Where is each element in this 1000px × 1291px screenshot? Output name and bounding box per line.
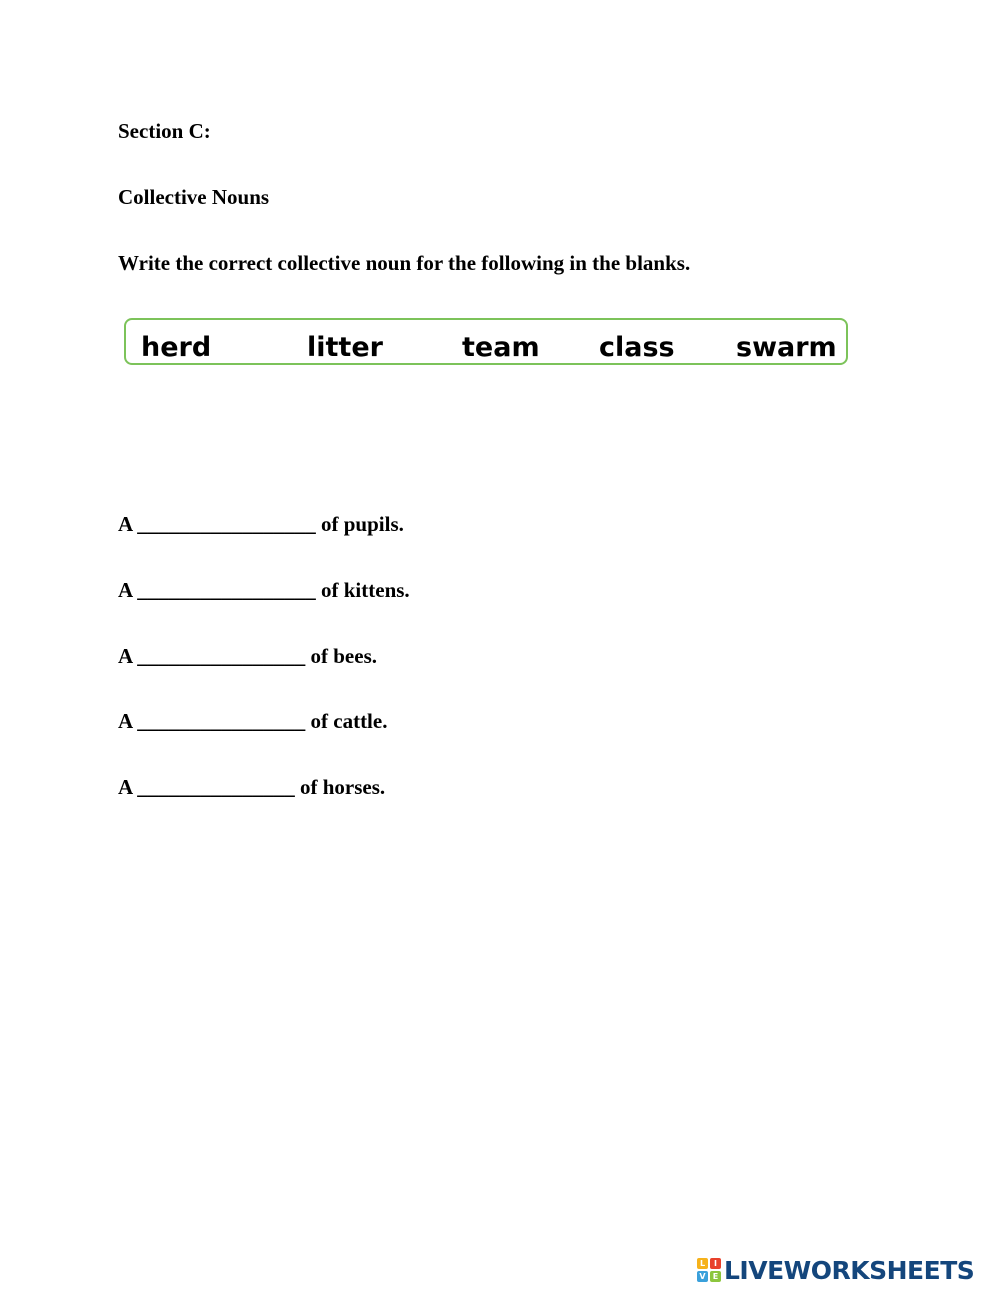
word-bank-item-team[interactable]: team	[462, 332, 540, 363]
question-kittens[interactable]: A _________________ of kittens.	[118, 578, 410, 602]
word-bank-box	[124, 318, 848, 365]
word-bank-item-swarm[interactable]: swarm	[736, 332, 837, 363]
question-horses[interactable]: A _______________ of horses.	[118, 775, 386, 799]
topic-title: Collective Nouns	[118, 185, 270, 209]
logo-block-i: I	[710, 1258, 721, 1269]
logo-blocks-icon	[697, 1258, 721, 1282]
section-title: Section C:	[118, 119, 211, 143]
word-bank-item-herd[interactable]: herd	[141, 332, 212, 363]
liveworksheets-logo	[697, 1255, 974, 1285]
word-bank-item-litter[interactable]: litter	[307, 332, 383, 363]
logo-text: LIVEWORKSHEETS	[724, 1255, 975, 1285]
logo-block-v: V	[697, 1271, 708, 1282]
question-cattle[interactable]: A ________________ of cattle.	[118, 709, 388, 733]
logo-block-l: L	[697, 1258, 708, 1269]
question-bees[interactable]: A ________________ of bees.	[118, 644, 377, 668]
instruction-text: Write the correct collective noun for the following in the blanks.	[118, 251, 691, 275]
logo-block-e: E	[710, 1271, 721, 1282]
question-pupils[interactable]: A _________________ of pupils.	[118, 512, 404, 536]
word-bank-item-class[interactable]: class	[599, 332, 675, 363]
